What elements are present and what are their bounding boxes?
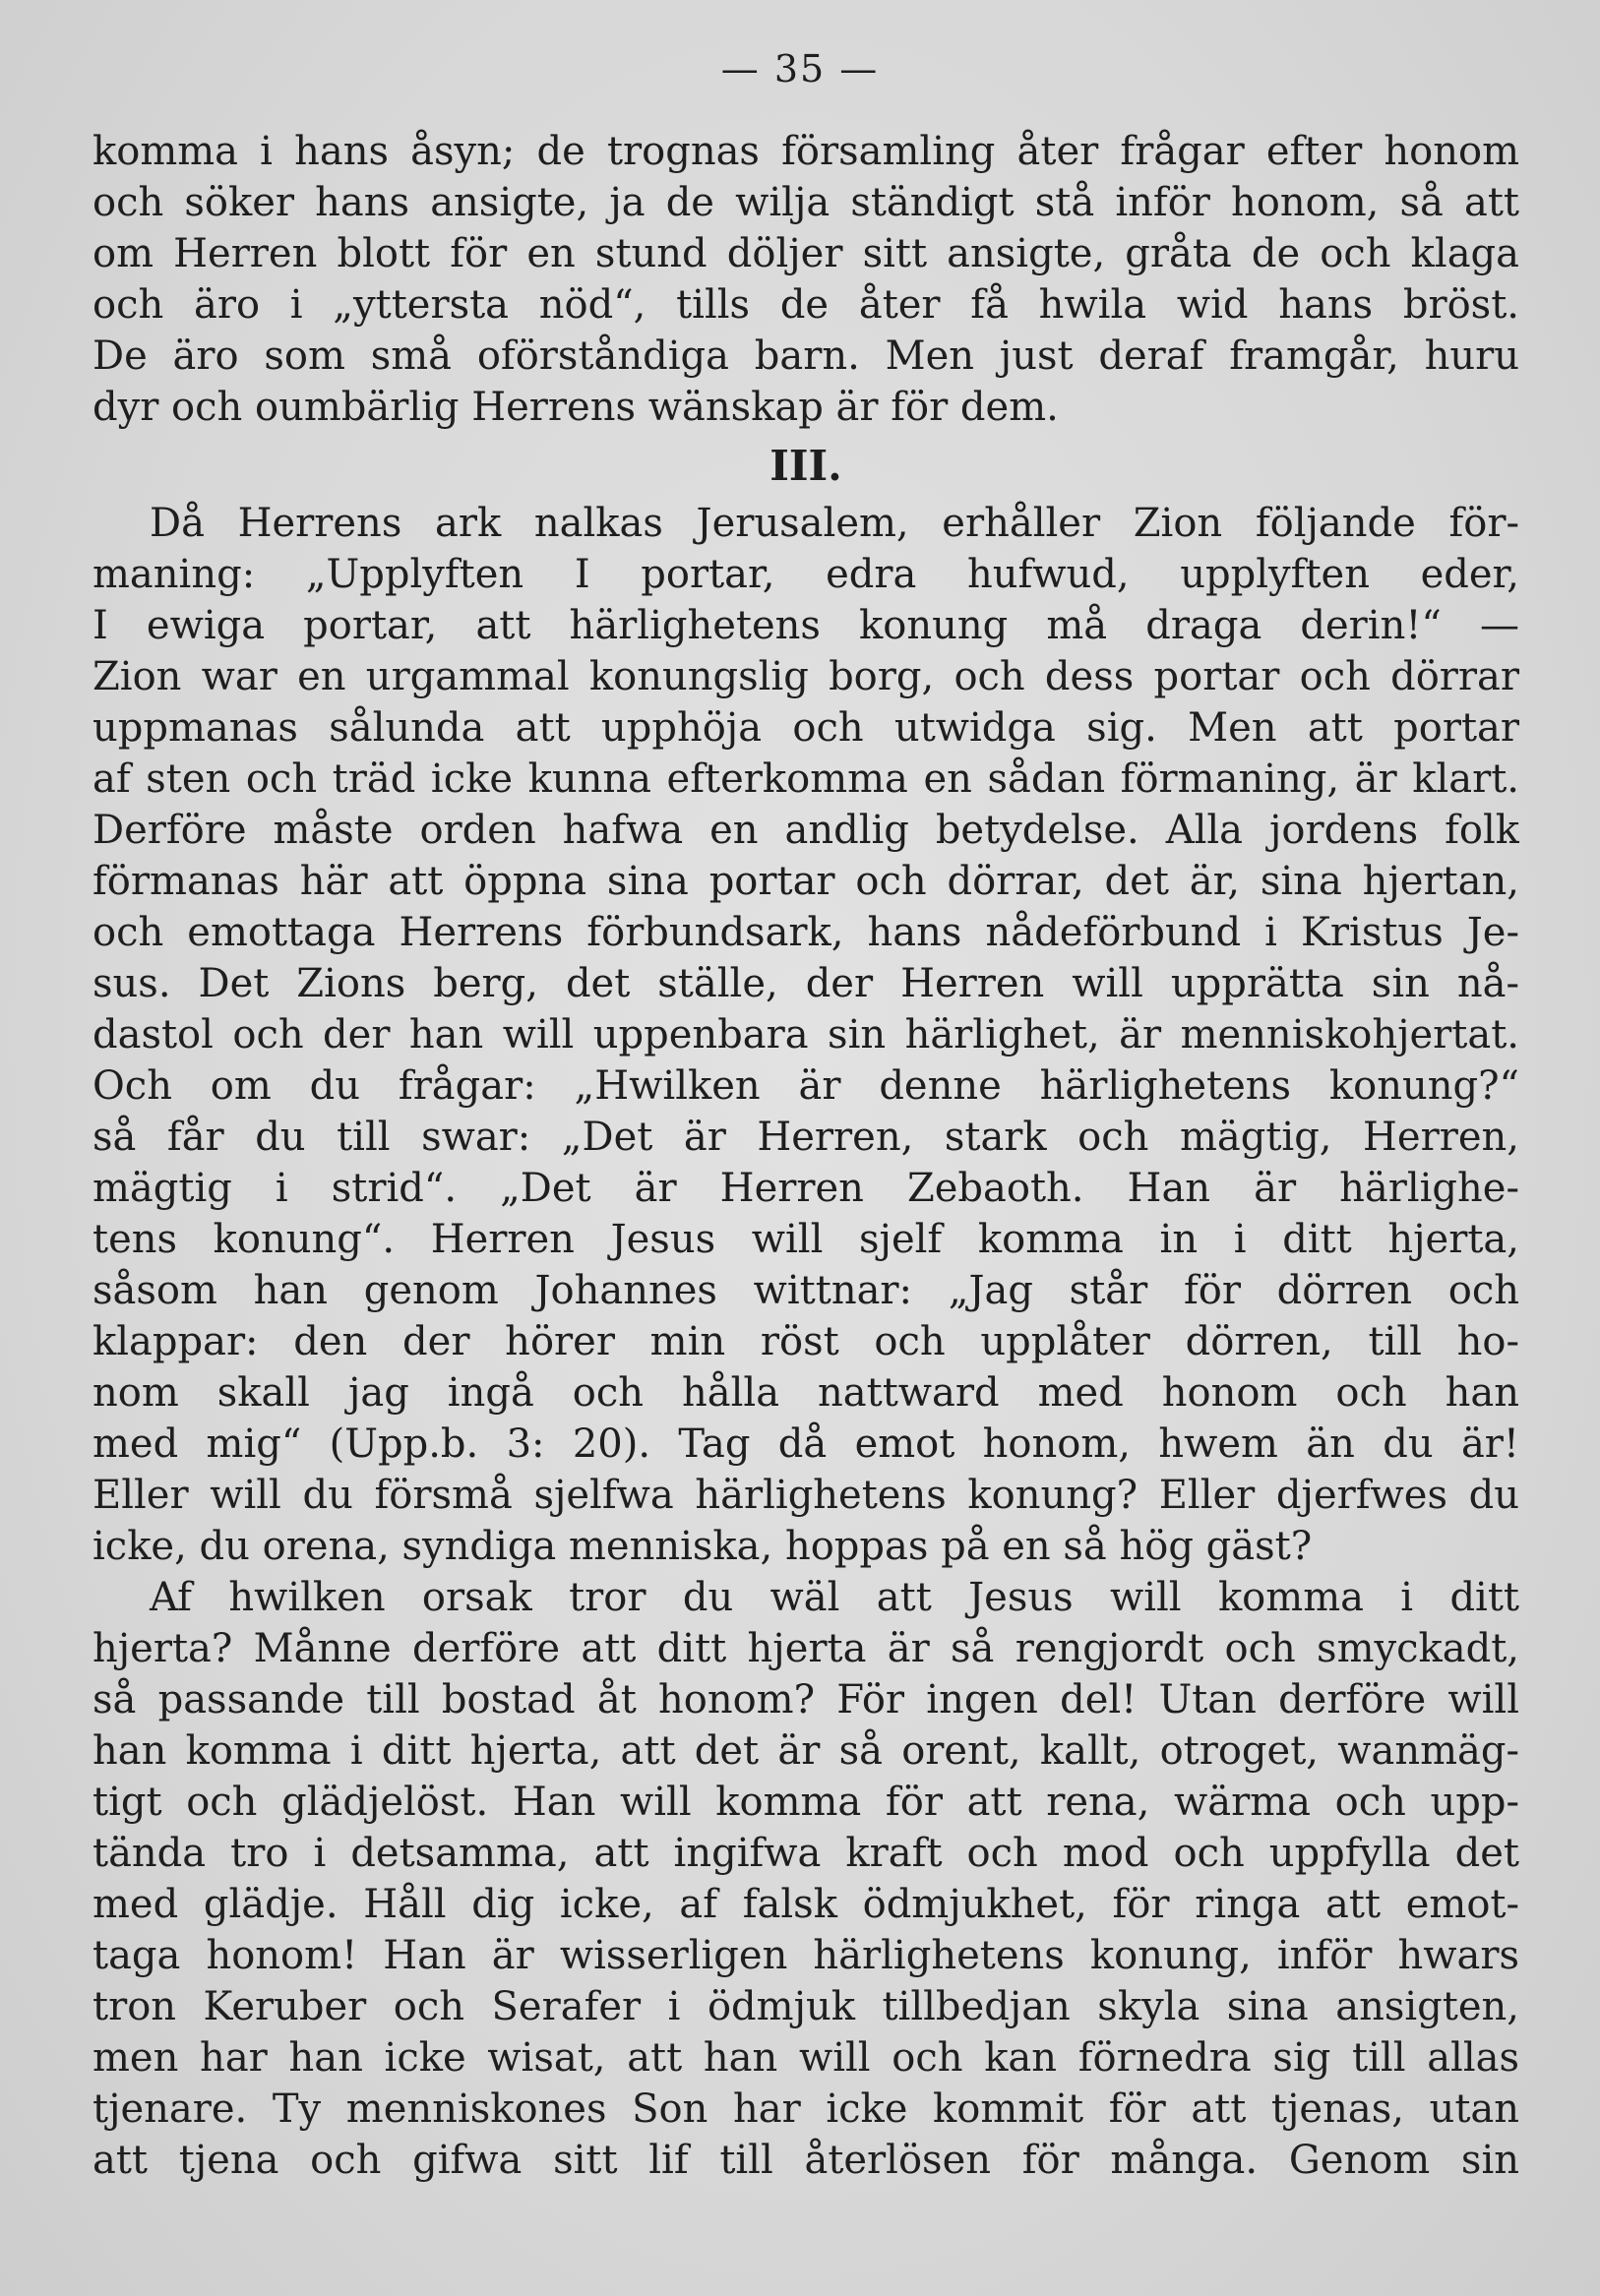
text-line: uppmanas sålunda att upphöja och utwidga sig. Men att portar xyxy=(92,705,1519,751)
text-line: Eller will du försmå sjelfwa härlighetens konung? Eller djerfwes du xyxy=(92,1473,1519,1518)
text-line: dastol och der han will uppenbara sin härlighet, är menniskohjertat. xyxy=(92,1012,1519,1057)
page-number: — 35 — xyxy=(720,47,880,91)
text-line: Och om du frågar: „Hwilken är denne härlighetens konung?“ xyxy=(92,1063,1519,1109)
text-line: om Herren blott för en stund döljer sitt ansigte, gråta de och klaga xyxy=(92,231,1519,276)
text-line: taga honom! Han är wisserligen härlighetens konung, inför hwars xyxy=(92,1933,1519,1978)
text-line: så får du till swar: „Det är Herren, stark och mägtig, Herren, xyxy=(92,1115,1519,1160)
text-line: Zion war en urgammal konungslig borg, och dess portar och dörrar xyxy=(92,654,1519,699)
text-line: att tjena och gifwa sitt lif till återlösen för många. Genom sin xyxy=(92,2138,1519,2183)
text-line: men har han icke wisat, att han will och kan förnedra sig till allas xyxy=(92,2035,1519,2081)
text-line: tron Keruber och Serafer i ödmjuk tillbedjan skyla sina ansigten, xyxy=(92,1984,1519,2029)
text-line: tens konung“. Herren Jesus will sjelf komma in i ditt hjerta, xyxy=(92,1217,1519,1262)
text-line: dyr och oumbärlig Herrens wänskap är för dem. xyxy=(92,385,1059,430)
text-line: maning: „Upplyften I portar, edra hufwud, upplyften eder, xyxy=(92,552,1519,597)
text-line: Af hwilken orsak tror du wäl att Jesus will komma i ditt xyxy=(150,1575,1519,1620)
paragraph xyxy=(92,126,1519,433)
text-line: såsom han genom Johannes wittnar: „Jag står för dörren och xyxy=(92,1268,1519,1313)
text-line: Derföre måste orden hafwa en andlig betydelse. Alla jordens folk xyxy=(92,808,1519,853)
text-line: komma i hans åsyn; de trognas församling åter frågar efter honom xyxy=(92,129,1519,174)
text-line: så passande till bostad åt honom? För ingen del! Utan derföre will xyxy=(92,1677,1519,1722)
text-line: han komma i ditt hjerta, att det är så orent, kallt, otroget, wanmäg- xyxy=(92,1728,1519,1774)
text-line: och äro i „yttersta nöd“, tills de åter få hwila wid hans bröst. xyxy=(92,282,1519,328)
text-line: och söker hans ansigte, ja de wilja ständigt stå inför honom, så att xyxy=(92,180,1519,225)
text-line: sus. Det Zions berg, det ställe, der Herren will upprätta sin nå- xyxy=(92,961,1519,1006)
text-line: nom skall jag ingå och hålla nattward med honom och han xyxy=(92,1370,1519,1416)
text-line: Då Herrens ark nalkas Jerusalem, erhåller Zion följande för- xyxy=(150,501,1519,546)
text-line: I ewiga portar, att härlighetens konung må draga derin!“ — xyxy=(92,603,1519,648)
text-line: och emottaga Herrens förbundsark, hans nådeförbund i Kristus Je- xyxy=(92,910,1519,955)
paragraph xyxy=(92,1572,1519,2186)
section-heading: III. xyxy=(769,442,842,490)
text-line: tigt och glädjelöst. Han will komma för att rena, wärma och upp- xyxy=(92,1780,1519,1825)
text-line: klappar: den der hörer min röst och upplåter dörren, till ho- xyxy=(92,1319,1519,1364)
paragraph xyxy=(92,498,1519,1572)
text-line: tända tro i detsamma, att ingifwa kraft och mod och uppfylla det xyxy=(92,1831,1519,1876)
text-line: mägtig i strid“. „Det är Herren Zebaoth. Han är härlighe- xyxy=(92,1166,1519,1211)
text-line: icke, du orena, syndiga menniska, hoppas på en så hög gäst? xyxy=(92,1524,1313,1569)
page-body xyxy=(92,126,1519,2186)
text-line: förmanas här att öppna sina portar och dörrar, det är, sina hjertan, xyxy=(92,859,1519,904)
text-line: De äro som små oförståndiga barn. Men just deraf framgår, huru xyxy=(92,333,1519,379)
text-line: med mig“ (Upp.b. 3: 20). Tag då emot honom, hwem än du är! xyxy=(92,1421,1519,1467)
text-line: tjenare. Ty menniskones Son har icke kommit för att tjenas, utan xyxy=(92,2086,1519,2132)
text-line: hjerta? Månne derföre att ditt hjerta är så rengjordt och smyckadt, xyxy=(92,1626,1519,1671)
text-line: af sten och träd icke kunna efterkomma en sådan förmaning, är klart. xyxy=(92,756,1519,802)
text-line: med glädje. Håll dig icke, af falsk ödmjukhet, för ringa att emot- xyxy=(92,1882,1519,1927)
